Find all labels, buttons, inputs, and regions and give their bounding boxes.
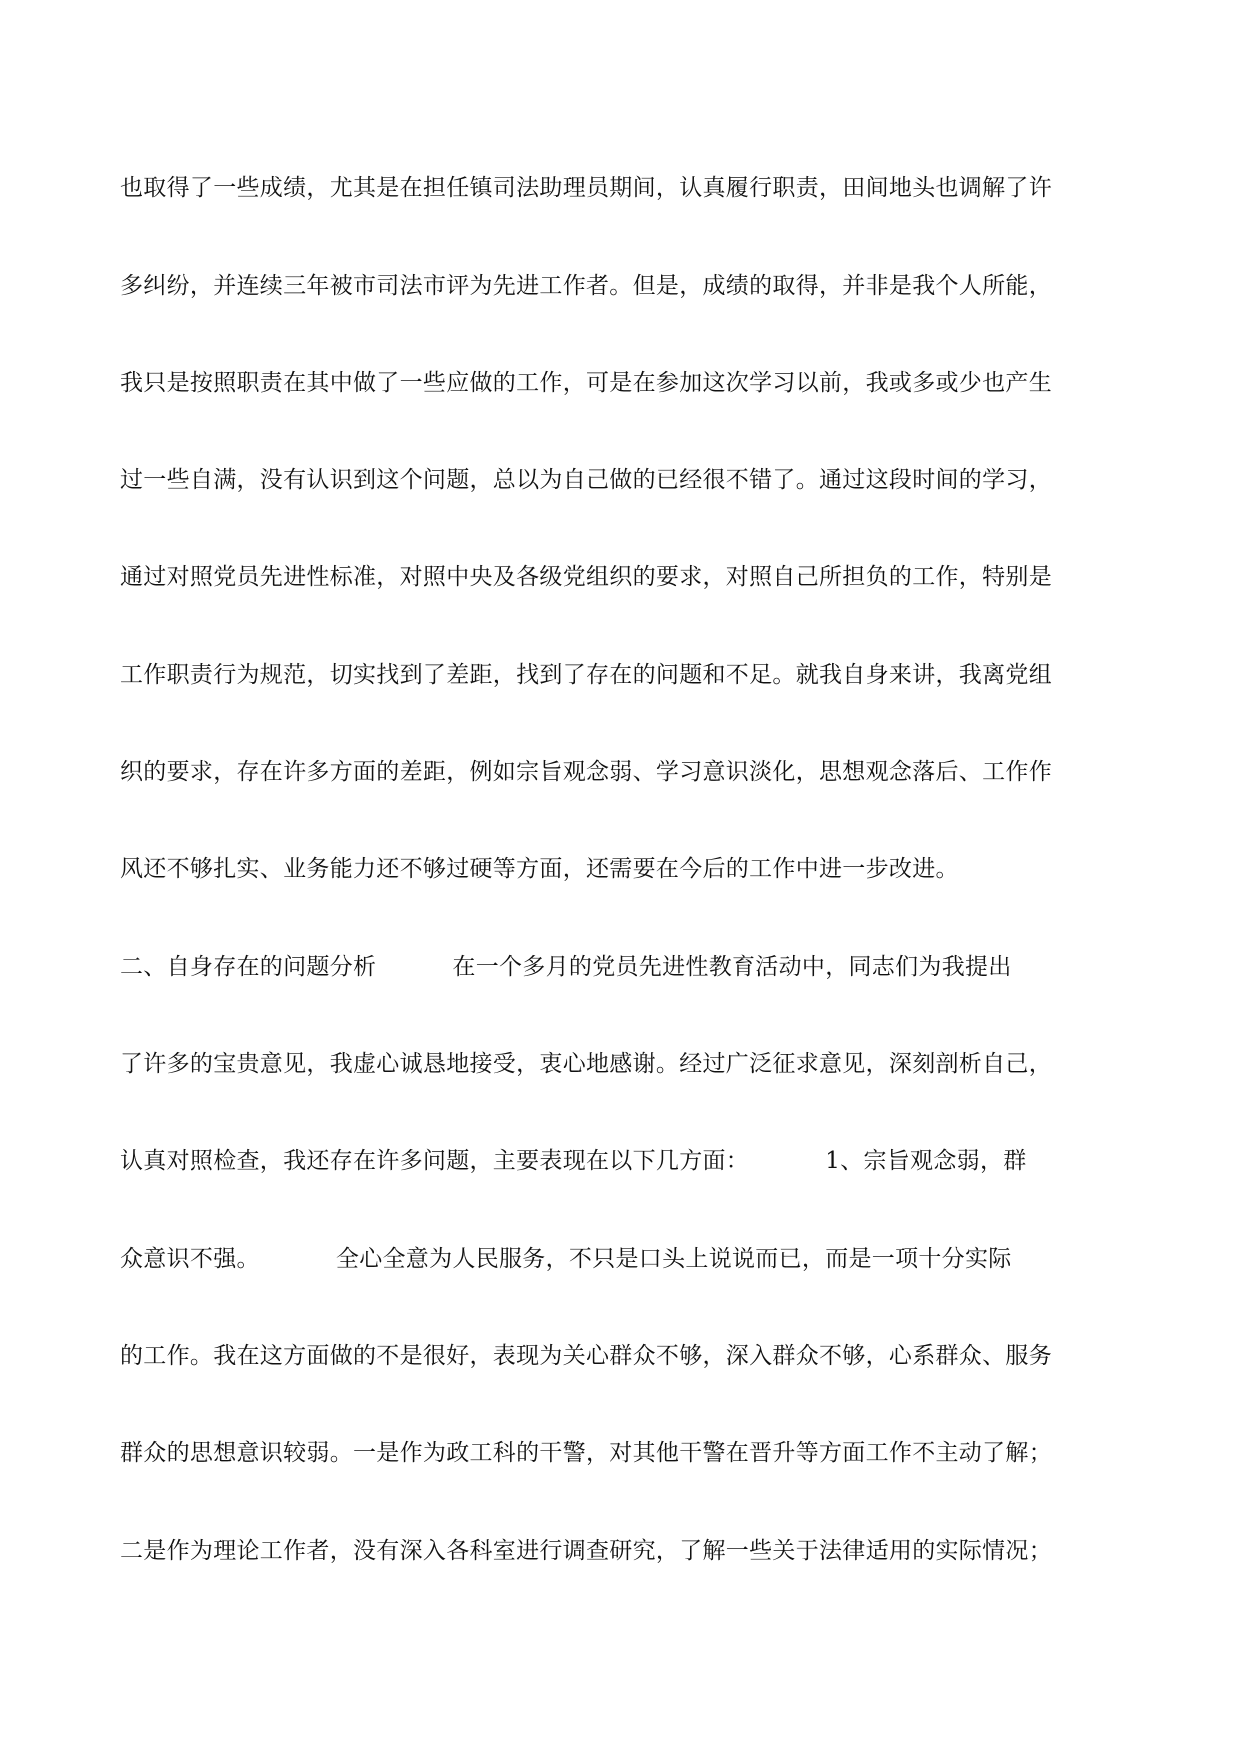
text-line-2: 多纠纷，并连续三年被市司法市评为先进工作者。但是，成绩的取得，并非是我个人所能， [120,273,1052,299]
text-line-5: 通过对照党员先进性标准，对照中央及各级党组织的要求，对照自己所担负的工作，特别是 [120,564,1052,590]
text-line-11: 认真对照检查，我还存在许多问题，主要表现在以下几方面： 1、宗旨观念弱，群 [120,1148,1027,1174]
text-line-8: 风还不够扎实、业务能力还不够过硬等方面，还需要在今后的工作中进一步改进。 [120,856,959,882]
text-line-3: 我只是按照职责在其中做了一些应做的工作，可是在参加这次学习以前，我或多或少也产生 [120,370,1052,396]
text-line-14: 群众的思想意识较弱。一是作为政工科的干警，对其他干警在晋升等方面工作不主动了解； [120,1440,1052,1466]
text-line-15: 二是作为理论工作者，没有深入各科室进行调查研究，了解一些关于法律适用的实际情况； [120,1538,1052,1564]
text-line-13: 的工作。我在这方面做的不是很好，表现为关心群众不够，深入群众不够，心系群众、服务 [120,1343,1052,1369]
text-line-7: 织的要求，存在许多方面的差距，例如宗旨观念弱、学习意识淡化，思想观念落后、工作作 [120,759,1052,785]
text-line-12: 众意识不强。 全心全意为人民服务，不只是口头上说说而已，而是一项十分实际 [120,1246,1012,1272]
text-line-6: 工作职责行为规范，切实找到了差距，找到了存在的问题和不足。就我自身来讲，我离党组 [120,662,1052,688]
text-line-10: 了许多的宝贵意见，我虚心诚恳地接受，衷心地感谢。经过广泛征求意见，深刻剖析自己， [120,1051,1052,1077]
text-line-4: 过一些自满，没有认识到这个问题，总以为自己做的已经很不错了。通过这段时间的学习， [120,467,1052,493]
text-line-1: 也取得了一些成绩，尤其是在担任镇司法助理员期间，认真履行职责，田间地头也调解了许 [120,175,1052,201]
section-heading-line: 二、自身存在的问题分析 在一个多月的党员先进性教育活动中，同志们为我提出 [120,954,1012,980]
